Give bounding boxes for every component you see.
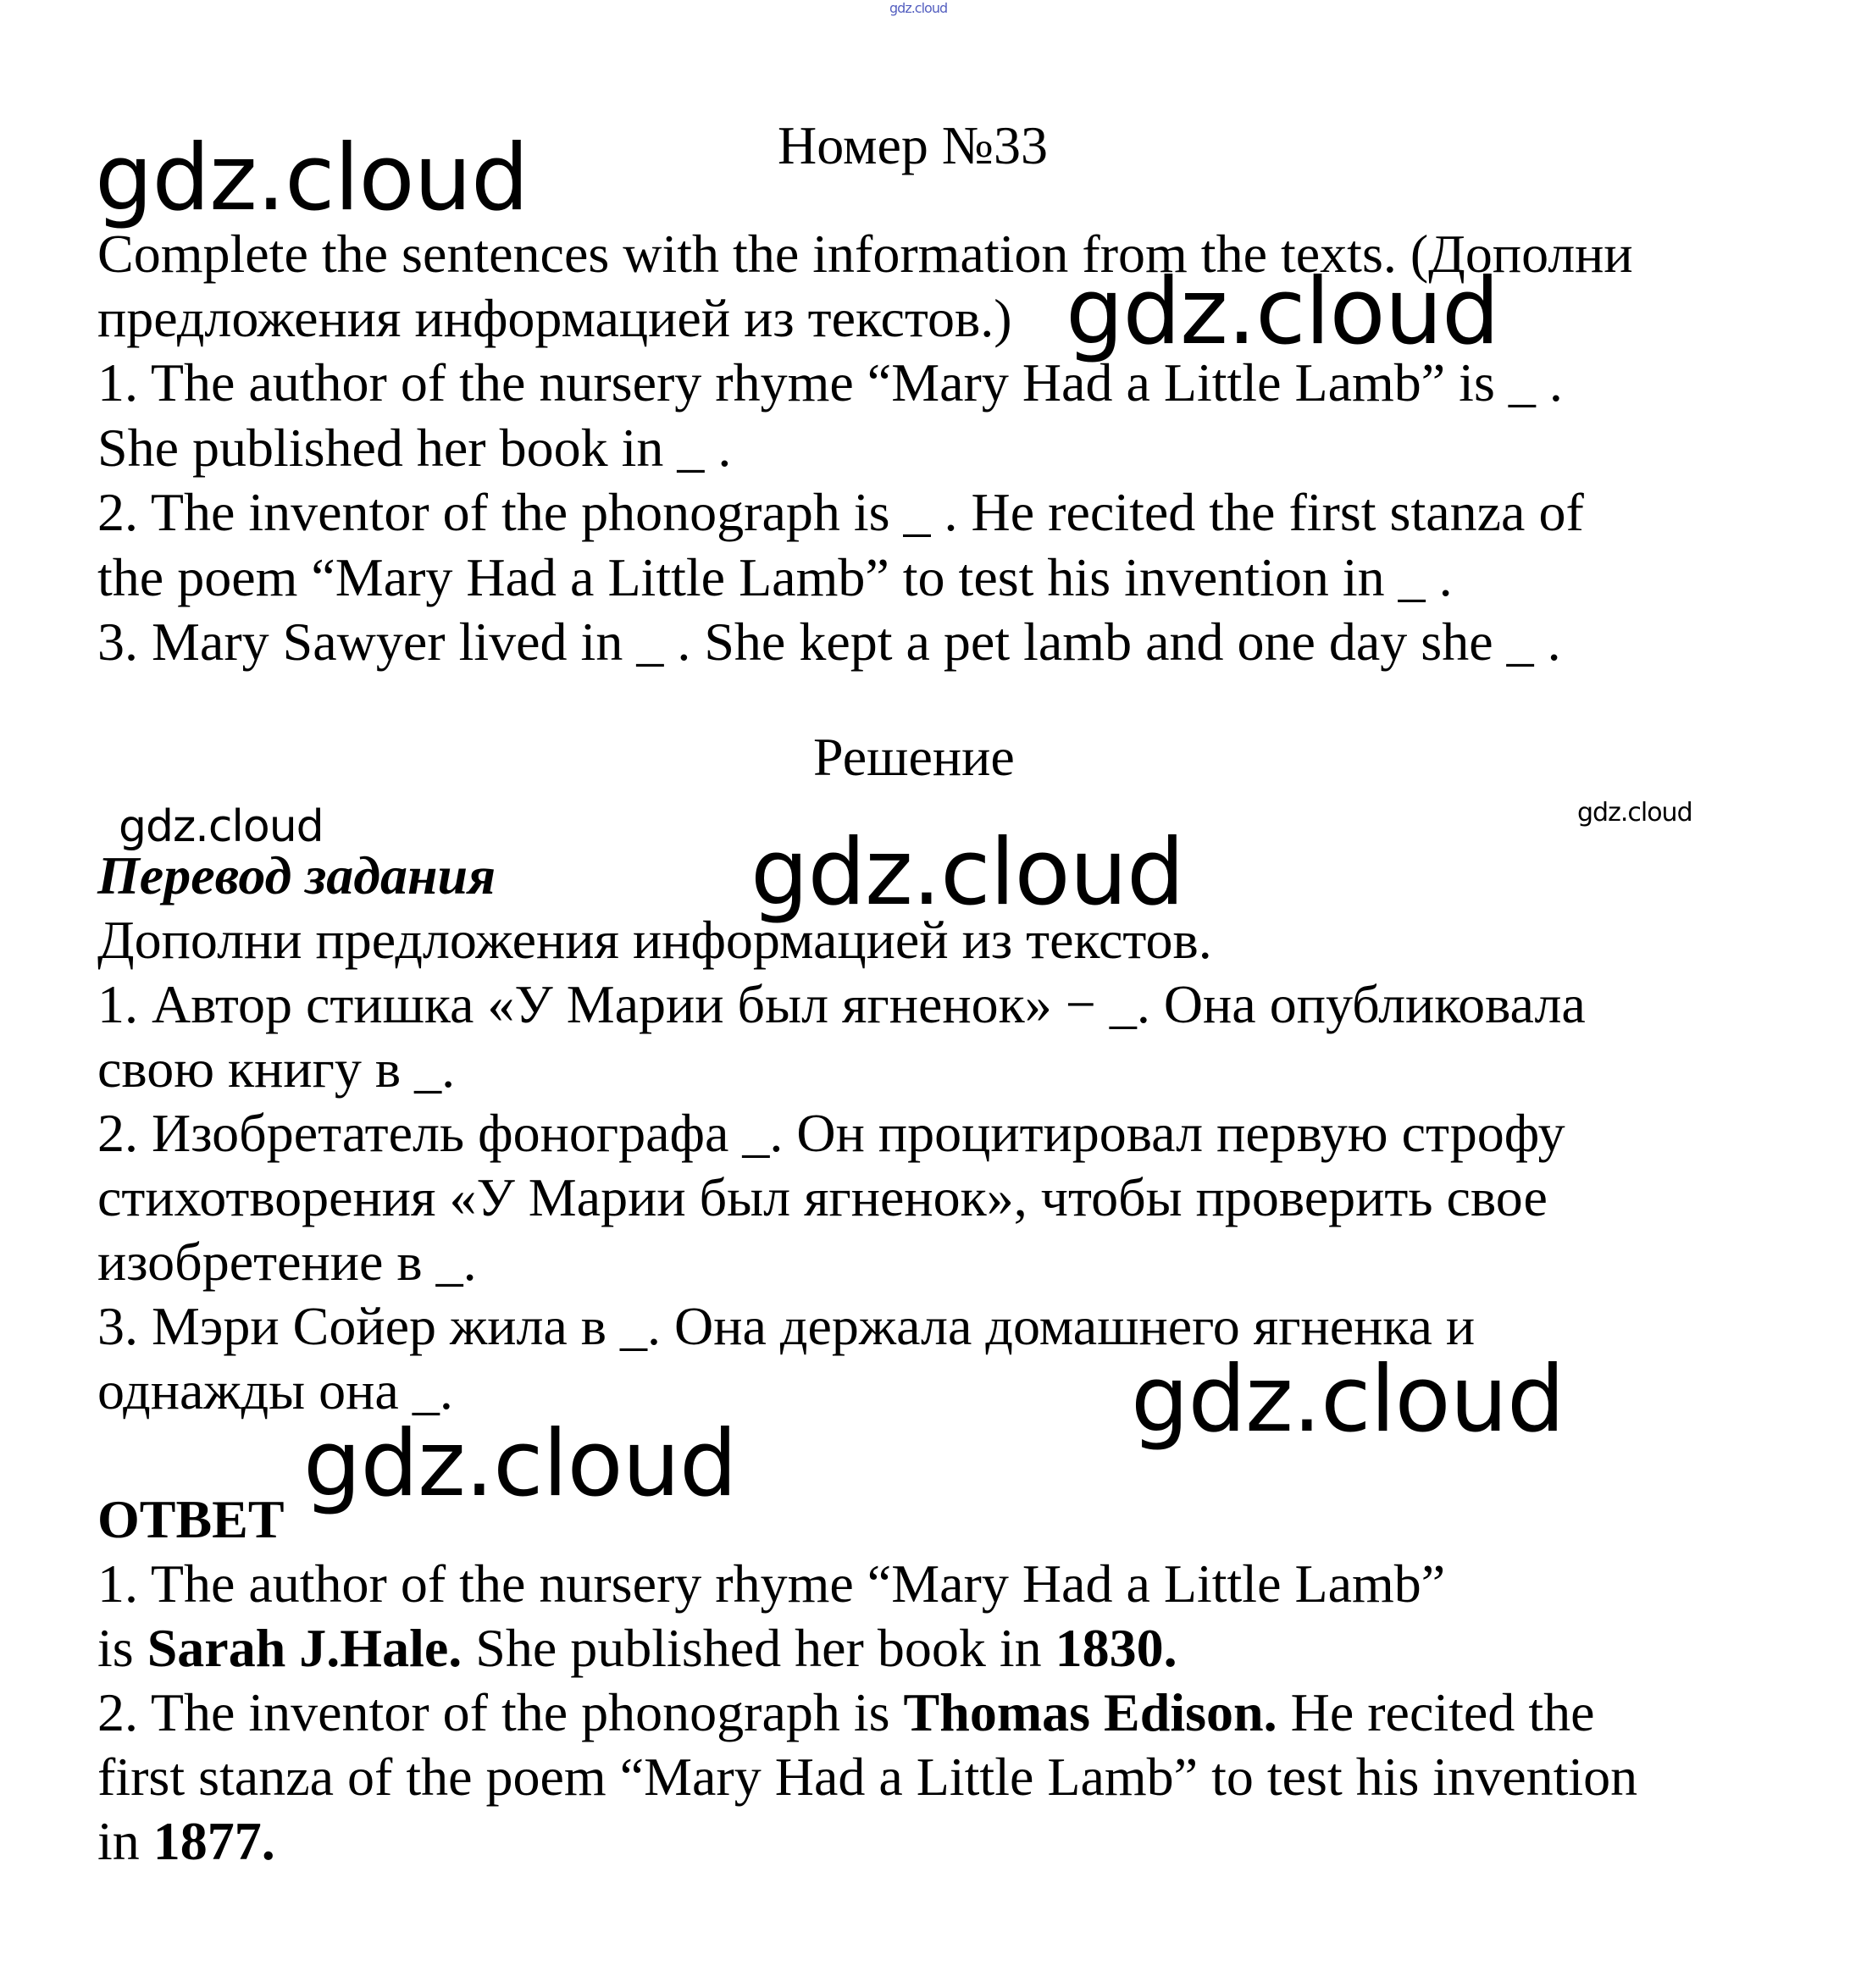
watermark: gdz.cloud (1131, 1347, 1565, 1453)
translation-heading: Перевод задания (97, 845, 496, 905)
answer-inventor: Thomas Edison. (903, 1682, 1277, 1742)
translation-line: 1. Автор стишка «У Марии был ягненок» − _. Она опубликовала (97, 974, 1586, 1034)
task-line: 3. Mary Sawyer lived in _ . She kept a pet lamb and one day she _ . (97, 612, 1561, 672)
translation-line: изобретение в _. (97, 1232, 477, 1292)
translation-line: Дополни предложения информацией из текстов. (97, 910, 1212, 970)
translation-line: 3. Мэри Сойер жила в _. Она держала домашнего ягненка и (97, 1296, 1476, 1356)
answer-line: first stanza of the poem “Mary Had a Little Lamb” to test his invention (97, 1747, 1638, 1807)
task-line: She published her book in _ . (97, 418, 732, 478)
answer-year: 1877. (152, 1811, 275, 1871)
watermark-top: gdz.cloud (889, 0, 948, 16)
translation-line: свою книгу в _. (97, 1038, 456, 1099)
answer-text: He recited the (1277, 1682, 1595, 1742)
task-line: the poem “Mary Had a Little Lamb” to test his invention in _ . (97, 547, 1453, 607)
answer-text: 2. The inventor of the phonograph is (97, 1682, 904, 1742)
page-title: Номер №33 (778, 115, 1048, 175)
watermark: gdz.cloud (1066, 259, 1499, 365)
answer-line (97, 1616, 1177, 1681)
watermark: gdz.cloud (95, 125, 529, 231)
solution-title: Решение (813, 727, 1015, 787)
answer-line (97, 1681, 1595, 1745)
watermark: gdz.cloud (303, 1411, 737, 1517)
translation-line: стихотворения «У Марии был ягненок», чтобы проверить свое (97, 1167, 1548, 1227)
answer-author: Sarah J.Hale. (147, 1618, 462, 1678)
watermark: gdz.cloud (1577, 798, 1692, 828)
watermark: gdz.cloud (751, 820, 1184, 926)
answer-line: 1. The author of the nursery rhyme “Mary Had a Little Lamb” (97, 1553, 1446, 1614)
translation-line: 2. Изобретатель фонографа _. Он процитировал первую строфу (97, 1103, 1565, 1163)
answer-text: She published her book in (462, 1618, 1055, 1678)
answer-year: 1830. (1055, 1618, 1177, 1678)
task-line: Complete the sentences with the information from the texts. (Дополни (97, 224, 1633, 284)
answer-heading: ОТВЕТ (97, 1489, 285, 1549)
task-line: 2. The inventor of the phonograph is _ . He recited the first stanza of (97, 482, 1584, 542)
task-line: предложения информацией из текстов.) (97, 288, 1012, 348)
answer-text: in (97, 1811, 153, 1871)
translation-line: однажды она _. (97, 1360, 453, 1420)
answer-text: is (97, 1618, 147, 1678)
answer-line (97, 1809, 275, 1874)
watermark: gdz.cloud (119, 801, 324, 852)
task-line: 1. The author of the nursery rhyme “Mary Had a Little Lamb” is _ . (97, 352, 1563, 413)
